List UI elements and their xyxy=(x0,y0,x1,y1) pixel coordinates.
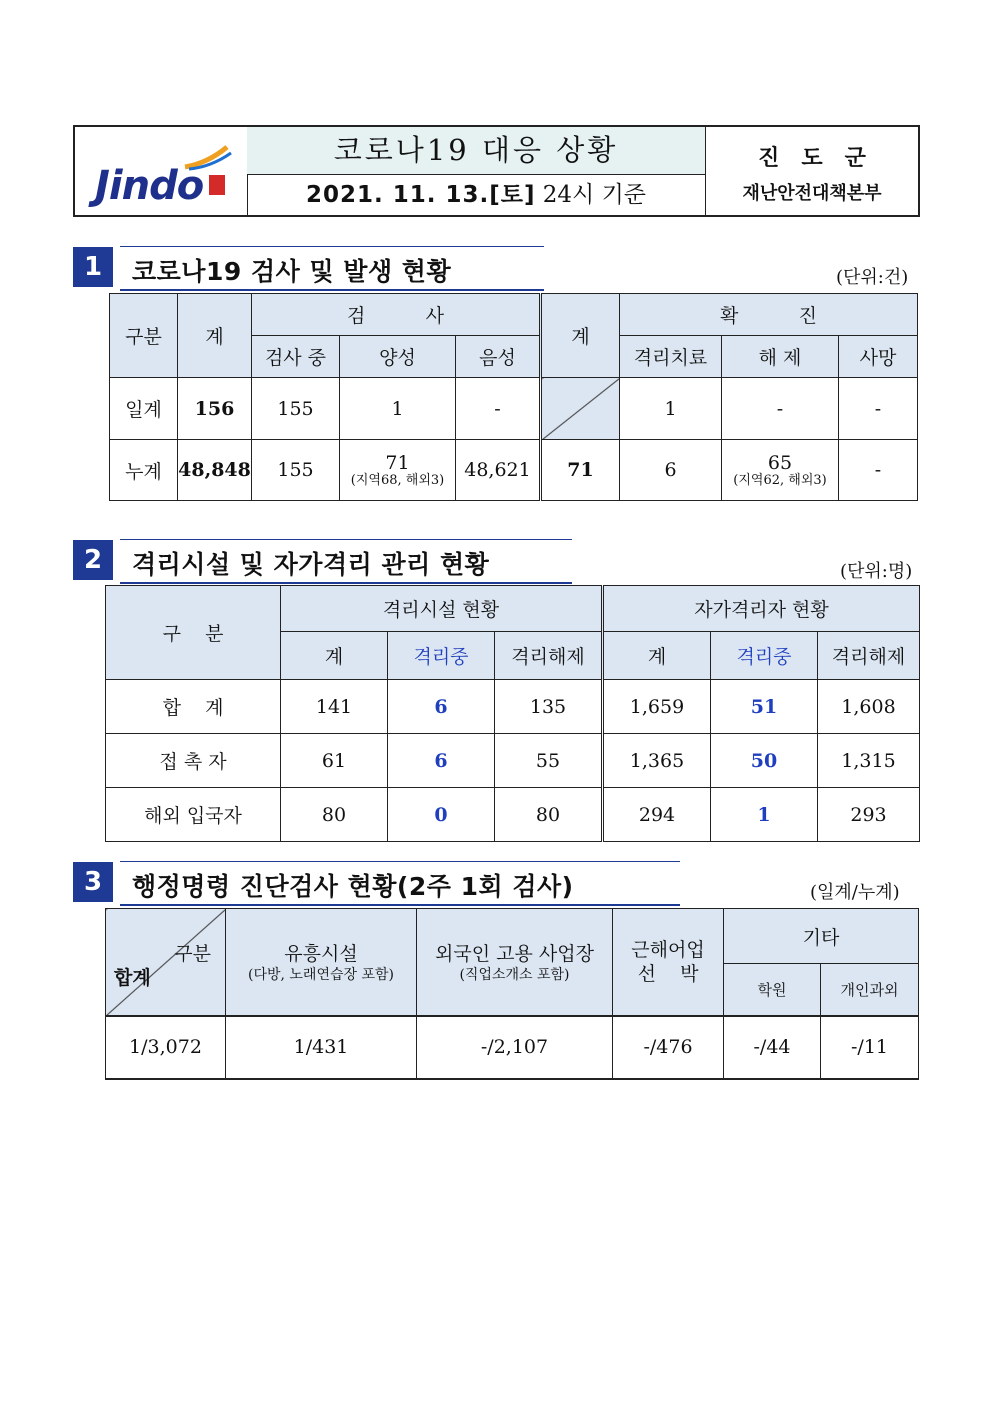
cell-f-released: 55 xyxy=(495,734,603,788)
cell-total2: 71 xyxy=(541,440,620,501)
section-2-number: 2 xyxy=(73,540,113,580)
col-death: 사망 xyxy=(839,336,918,378)
report-date-time: 24시 기준 xyxy=(535,182,647,208)
foreign-label: 외국인 고용 사업장 xyxy=(435,943,594,966)
col-tutoring: 개인과외 xyxy=(821,964,919,1016)
section-2-title: 격리시설 및 자가격리 관리 현황 xyxy=(120,545,572,584)
report-header xyxy=(73,125,920,217)
cell-testing: 155 xyxy=(252,440,340,501)
cell-s-ongoing: 1 xyxy=(711,788,818,842)
col-gubun: 구분 xyxy=(110,294,178,378)
logo-stamp-icon xyxy=(209,175,225,195)
cell-s-total: 1,659 xyxy=(603,680,711,734)
cell-ship: -/476 xyxy=(613,1016,724,1079)
section-2-unit: (단위:명) xyxy=(840,561,913,582)
table-row xyxy=(110,378,918,440)
row-label: 합 계 xyxy=(106,680,281,734)
release-breakdown: (지역62, 해외3) xyxy=(733,473,827,488)
col-testing: 검사 중 xyxy=(252,336,340,378)
positive-value: 71 xyxy=(385,452,410,474)
ship-label-1: 근해어업 xyxy=(631,938,705,961)
cell-positive: 1 xyxy=(340,378,456,440)
cell-foreign: -/2,107 xyxy=(417,1016,613,1079)
cell-isolation: 1 xyxy=(620,378,722,440)
col-release: 해 제 xyxy=(722,336,839,378)
org-department: 재난안전대책본부 xyxy=(742,183,882,204)
section-3-number: 3 xyxy=(73,862,113,902)
row-label: 접 촉 자 xyxy=(106,734,281,788)
cell-release: - xyxy=(722,378,839,440)
cell-s-total: 294 xyxy=(603,788,711,842)
cell-tutoring: -/11 xyxy=(821,1016,919,1079)
col-foreign xyxy=(417,909,613,1016)
cell-s-ongoing: 51 xyxy=(711,680,818,734)
corner-gubun: 구분 xyxy=(174,943,211,965)
section-1-number: 1 xyxy=(73,247,113,287)
table-row xyxy=(110,440,918,501)
section-1-title: 코로나19 검사 및 발생 현황 xyxy=(120,252,544,291)
cell-isolation: 6 xyxy=(620,440,722,501)
cell-s-total: 1,365 xyxy=(603,734,711,788)
foreign-note: (직업소개소 포함) xyxy=(459,967,570,984)
cell-testing: 155 xyxy=(252,378,340,440)
row-label: 해외 입국자 xyxy=(106,788,281,842)
corner-total: 합계 xyxy=(114,967,151,989)
cell-total: 156 xyxy=(178,378,252,440)
cell-f-total: 61 xyxy=(281,734,388,788)
col-confirmed-group: 확 진 xyxy=(620,294,918,336)
cell-s-released: 1,608 xyxy=(818,680,920,734)
report-title: 코로나19 대응 상황 xyxy=(247,127,705,175)
cell-f-ongoing: 6 xyxy=(388,734,495,788)
cell-s-ongoing: 50 xyxy=(711,734,818,788)
cell-f-total: 80 xyxy=(281,788,388,842)
col-s-released: 격리해제 xyxy=(818,632,920,680)
cell-f-ongoing: 6 xyxy=(388,680,495,734)
isolation-table xyxy=(105,585,920,842)
col-self-group: 자가격리자 현황 xyxy=(603,586,920,632)
col-gubun: 구 분 xyxy=(106,586,281,680)
report-date-main: 2021. 11. 13.[토] xyxy=(305,182,536,208)
col-ship xyxy=(613,909,724,1016)
col-f-total: 계 xyxy=(281,632,388,680)
cell-positive xyxy=(340,440,456,501)
test-status-table xyxy=(109,293,918,501)
section-3-unit: (일계/누계) xyxy=(810,882,900,903)
positive-breakdown: (지역68, 해외3) xyxy=(350,473,445,488)
cell-entertainment: 1/431 xyxy=(226,1016,417,1079)
col-corner xyxy=(106,909,226,1016)
ship-label-2: 선 박 xyxy=(637,962,699,985)
cell-negative: - xyxy=(456,378,541,440)
table-row xyxy=(106,1016,919,1079)
admin-order-test-table xyxy=(105,908,919,1080)
cell-negative: 48,621 xyxy=(456,440,541,501)
col-etc-group: 기타 xyxy=(724,909,919,964)
table-row xyxy=(106,734,920,788)
jindo-logo xyxy=(75,127,248,215)
cell-f-total: 141 xyxy=(281,680,388,734)
cell-academy: -/44 xyxy=(724,1016,821,1079)
cell-diagonal-empty xyxy=(541,378,620,440)
table-row xyxy=(106,680,920,734)
col-facility-group: 격리시설 현황 xyxy=(281,586,603,632)
cell-release xyxy=(722,440,839,501)
col-isolation: 격리치료 xyxy=(620,336,722,378)
cell-s-released: 1,315 xyxy=(818,734,920,788)
col-test-group: 검 사 xyxy=(252,294,541,336)
col-s-total: 계 xyxy=(603,632,711,680)
col-total: 계 xyxy=(178,294,252,378)
cell-f-released: 135 xyxy=(495,680,603,734)
logo-text: Jindo xyxy=(95,163,204,209)
col-f-ongoing: 격리중 xyxy=(388,632,495,680)
row-label: 일계 xyxy=(110,378,178,440)
entertainment-note: (다방, 노래연습장 포함) xyxy=(248,967,394,984)
col-entertainment xyxy=(226,909,417,1016)
section-3-title: 행정명령 진단검사 현황(2주 1회 검사) xyxy=(120,867,680,906)
entertainment-label: 유흥시설 xyxy=(284,943,358,966)
col-negative: 음성 xyxy=(456,336,541,378)
cell-f-released: 80 xyxy=(495,788,603,842)
col-s-ongoing: 격리중 xyxy=(711,632,818,680)
col-total2: 계 xyxy=(541,294,620,378)
cell-f-ongoing: 0 xyxy=(388,788,495,842)
section-1-unit: (단위:건) xyxy=(836,267,909,288)
cell-total: 48,848 xyxy=(178,440,252,501)
issuing-org xyxy=(706,127,918,215)
cell-total: 1/3,072 xyxy=(106,1016,226,1079)
cell-death: - xyxy=(839,378,918,440)
row-label: 누계 xyxy=(110,440,178,501)
col-academy: 학원 xyxy=(724,964,821,1016)
release-value: 65 xyxy=(767,452,793,474)
report-date xyxy=(247,175,705,215)
cell-s-released: 293 xyxy=(818,788,920,842)
col-positive: 양성 xyxy=(340,336,456,378)
table-row xyxy=(106,788,920,842)
cell-death: - xyxy=(839,440,918,501)
org-county: 진도군 xyxy=(758,145,888,171)
col-f-released: 격리해제 xyxy=(495,632,603,680)
